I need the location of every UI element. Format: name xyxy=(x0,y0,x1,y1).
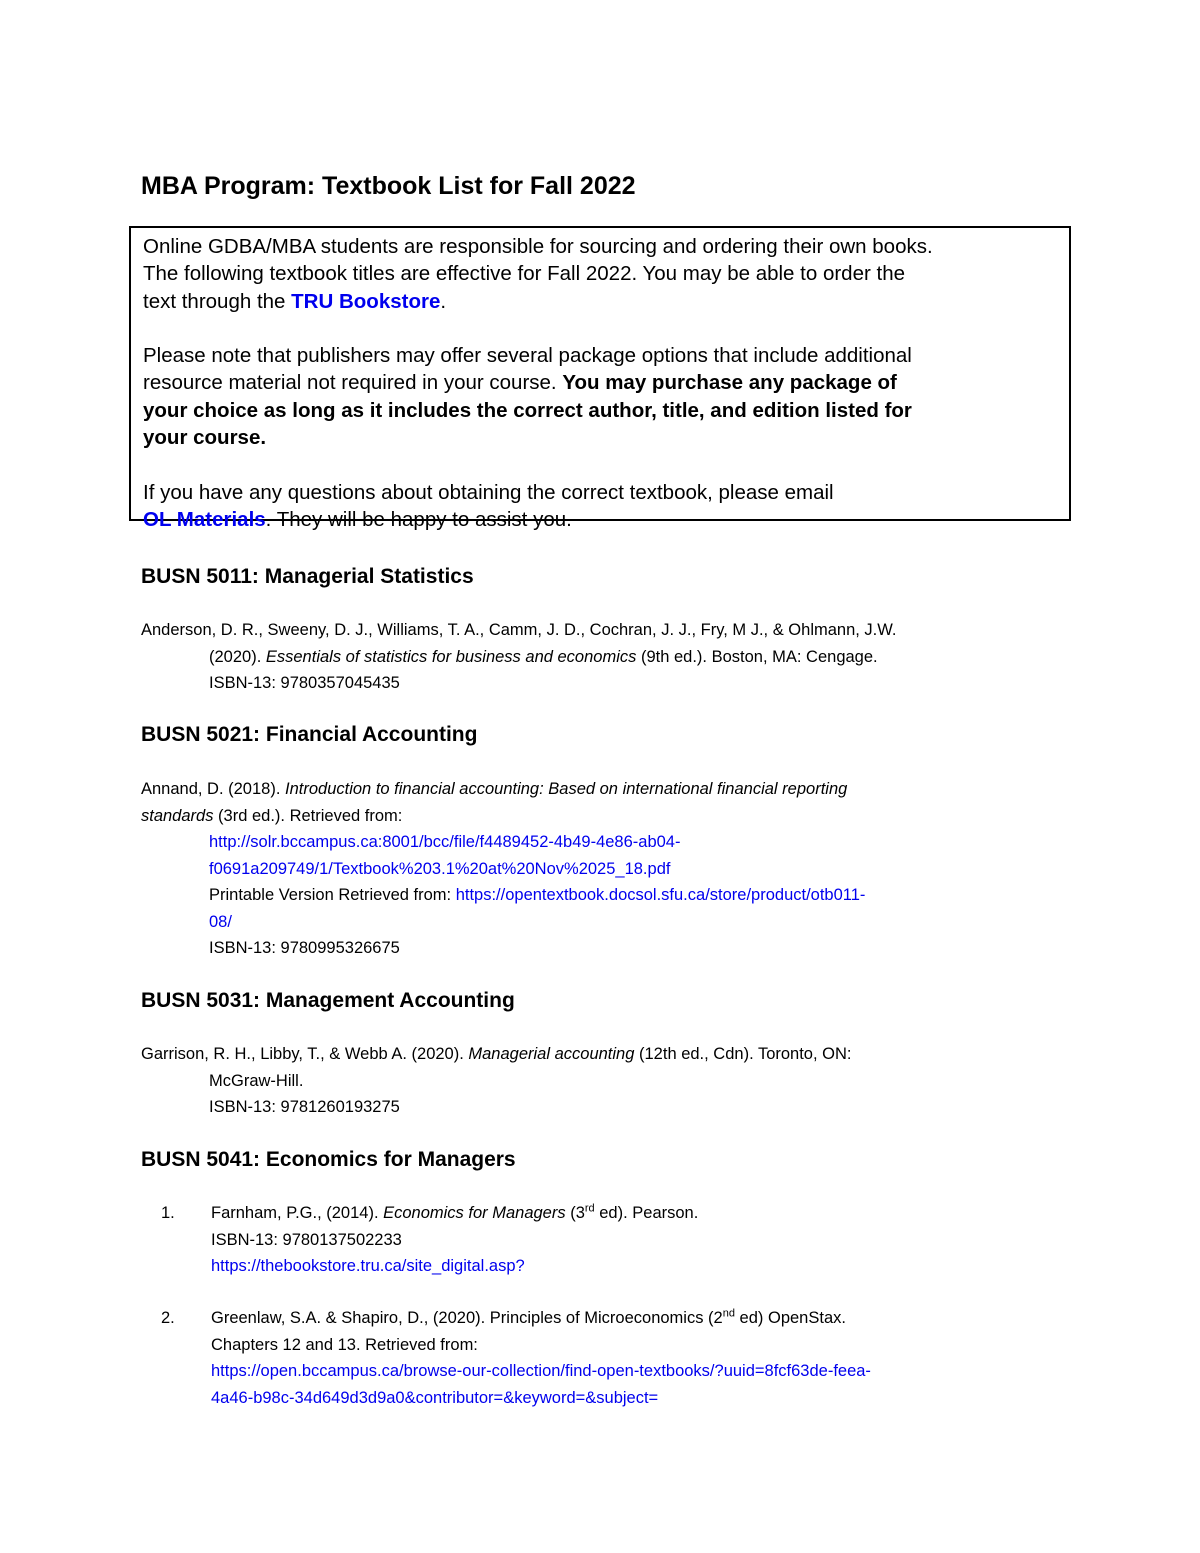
tru-bookstore-link[interactable]: TRU Bookstore xyxy=(291,289,441,313)
reference-line: Anderson, D. R., Sweeny, D. J., Williams, T. A., Camm, J. D., Cochran, J. J., Fry, M J., & Ohlmann, J.W. xyxy=(141,621,897,639)
reference-line xyxy=(141,1358,1041,1385)
course-heading-busn5021: BUSN 5021: Financial Accounting xyxy=(141,723,478,746)
isbn: ISBN-13: 9780995326675 xyxy=(209,939,400,957)
reference-line: Chapters 12 and 13. Retrieved from: xyxy=(211,1335,478,1354)
book-title: Managerial accounting xyxy=(468,1045,635,1063)
isbn: ISBN-13: 9780137502233 xyxy=(211,1230,402,1249)
book-title: Economics for Managers xyxy=(383,1204,566,1222)
notice-paragraph-2 xyxy=(143,342,1057,451)
printable-version-link[interactable]: https://opentextbook.docsol.sfu.ca/store/product/otb011- xyxy=(455,886,866,904)
list-number: 1. xyxy=(161,1204,175,1222)
openstax-textbook-link[interactable]: https://open.bccampus.ca/browse-our-collection/find-open-textbooks/?uuid=8fcf63de-feea- xyxy=(211,1362,871,1380)
ol-materials-link[interactable]: OL Materials xyxy=(143,507,266,531)
list-item: 1. Farnham, P.G., (2014). Economics for Managers (3rd ed). Pearson. xyxy=(141,1200,1041,1227)
notice-paragraph-1 xyxy=(143,233,1057,315)
reference-busn5031 xyxy=(141,1041,1041,1121)
book-title: standards xyxy=(141,806,214,825)
notice-text: . xyxy=(440,289,447,313)
course-heading-busn5011: BUSN 5011: Managerial Statistics xyxy=(141,565,474,588)
reference-busn5021 xyxy=(141,776,1041,962)
tru-bookstore-digital-link[interactable]: https://thebookstore.tru.ca/site_digital.asp? xyxy=(211,1257,525,1275)
notice-box xyxy=(129,226,1071,531)
notice-text: The following textbook titles are effective for Fall 2022. You may be able to order the xyxy=(143,262,905,286)
course-heading-busn5041: BUSN 5041: Economics for Managers xyxy=(141,1148,516,1171)
reference-line xyxy=(141,829,1041,856)
reference-line: Garrison, R. H., Libby, T., & Webb A. (2020). Managerial accounting (12th ed., Cdn). Toronto, ON: xyxy=(141,1045,852,1063)
page-title: MBA Program: Textbook List for Fall 2022 xyxy=(141,172,636,200)
book-title: Essentials of statistics for business and economics xyxy=(265,647,637,666)
reference-line xyxy=(141,909,1041,936)
isbn: ISBN-13: 9781260193275 xyxy=(209,1098,400,1116)
course-heading-busn5031: BUSN 5031: Management Accounting xyxy=(141,989,515,1012)
notice-bold-text: You may purchase any package of xyxy=(562,371,897,395)
openstax-textbook-link[interactable]: 4a46-b98c-34d649d3d9a0&contributor=&keyword=&subject= xyxy=(211,1388,659,1407)
notice-text: Online GDBA/MBA students are responsible for sourcing and ordering their own books. xyxy=(143,235,933,258)
reference-busn5041-1 xyxy=(141,1200,1041,1280)
book-title: Introduction to financial accounting: Based on international financial reporting xyxy=(285,780,848,798)
notice-text: . They will be happy to assist you. xyxy=(265,507,572,531)
reference-line xyxy=(141,856,1041,883)
list-number: 2. xyxy=(161,1309,175,1327)
notice-text: Please note that publishers may offer several package options that include additional xyxy=(143,344,912,368)
reference-line: Annand, D. (2018). Introduction to financial accounting: Based on international financial reporting xyxy=(141,780,848,798)
reference-line: McGraw-Hill. xyxy=(209,1071,304,1090)
reference-line: Printable Version Retrieved from: https://opentextbook.docsol.sfu.ca/store/product/otb011- xyxy=(209,886,866,904)
notice-text: resource material not required in your course. xyxy=(143,371,563,395)
printable-version-link[interactable]: 08/ xyxy=(209,912,232,931)
notice-bold-text: your choice as long as it includes the correct author, title, and edition listed for xyxy=(143,398,912,422)
bccampus-textbook-link[interactable]: http://solr.bccampus.ca:8001/bcc/file/f4489452-4b49-4e86-ab04- xyxy=(209,833,681,851)
isbn: ISBN-13: 9780357045435 xyxy=(209,674,400,692)
reference-line: standards (3rd ed.). Retrieved from: xyxy=(141,806,403,825)
reference-busn5011 xyxy=(141,617,1041,697)
list-item: 2. Greenlaw, S.A. & Shapiro, D., (2020). Principles of Microeconomics (2nd ed) OpenStax. xyxy=(141,1305,1041,1332)
reference-line: (2020). Essentials of statistics for business and economics (9th ed.). Boston, MA: Cengage. xyxy=(209,647,878,666)
notice-text: If you have any questions about obtaining the correct textbook, please email xyxy=(143,480,834,504)
reference-line xyxy=(141,1253,1041,1280)
notice-bold-text: your course. xyxy=(143,426,267,450)
notice-text: text through the xyxy=(143,289,292,313)
reference-busn5041-2 xyxy=(141,1305,1041,1411)
bccampus-textbook-link[interactable]: f0691a209749/1/Textbook%203.1%20at%20Nov%2025_18.pdf xyxy=(209,859,671,878)
notice-paragraph-3 xyxy=(143,479,1057,534)
reference-line xyxy=(141,1385,1041,1412)
